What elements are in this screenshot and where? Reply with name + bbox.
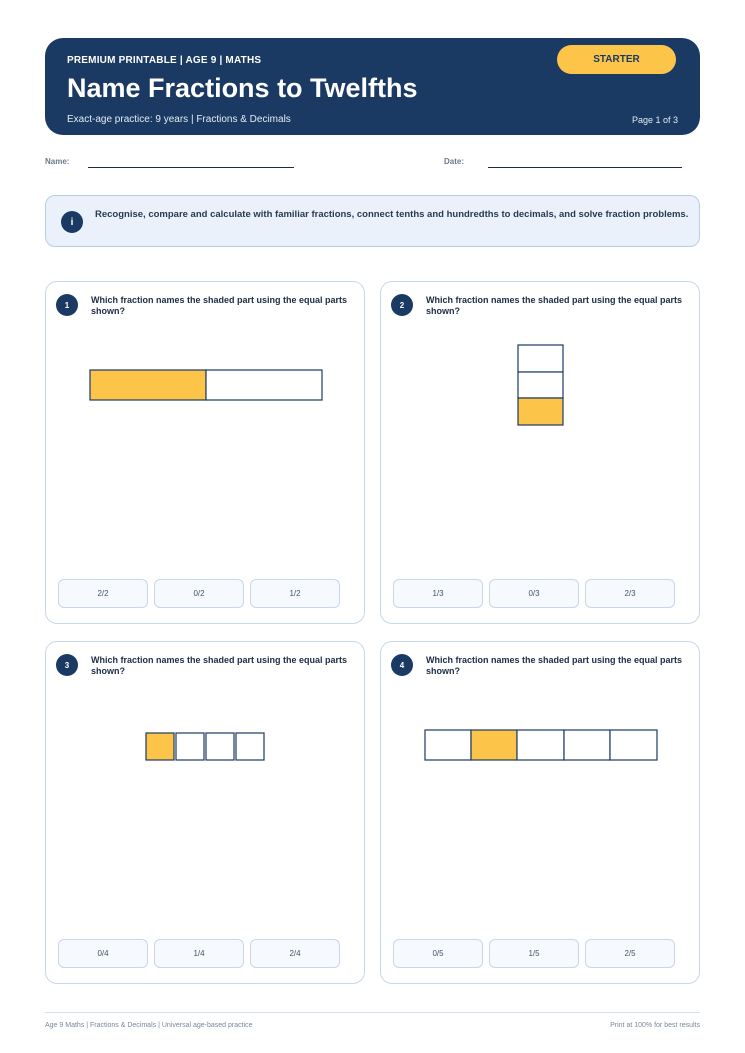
answer-option[interactable]: 2/3 [585, 579, 675, 608]
header-kicker: PREMIUM PRINTABLE | AGE 9 | MATHS [67, 55, 262, 66]
level-badge: STARTER [557, 45, 676, 74]
answer-option[interactable]: 2/2 [58, 579, 148, 608]
question-card-2 [380, 281, 700, 624]
fraction-part-2 [206, 370, 322, 400]
question-card-1 [45, 281, 365, 624]
answer-option[interactable]: 1/3 [393, 579, 483, 608]
fraction-diagram [381, 642, 699, 932]
header-subtitle: Exact-age practice: 9 years | Fractions & Decimals [67, 114, 291, 125]
footer-divider [45, 1012, 700, 1013]
answer-option[interactable]: 1/5 [489, 939, 579, 968]
date-label: Date: [444, 157, 465, 166]
fraction-part-1 [518, 345, 563, 372]
question-card-4 [380, 641, 700, 984]
fraction-part-2 [471, 730, 517, 760]
page-number: Page 1 of 3 [631, 115, 678, 125]
fraction-diagram [46, 642, 364, 932]
question-card-3 [45, 641, 365, 984]
footer-right-text: Print at 100% for best results [610, 1022, 700, 1029]
answer-option[interactable]: 0/4 [58, 939, 148, 968]
fraction-part-2 [518, 372, 563, 398]
answer-option[interactable]: 1/4 [154, 939, 244, 968]
question-text: Which fraction names the shaded part using the equal parts shown? [426, 295, 683, 316]
info-text: Recognise, compare and calculate with familiar fractions, connect tenths and hundredths to decimals, and solve fraction problems. [95, 209, 689, 220]
answer-option[interactable]: 1/2 [250, 579, 340, 608]
answer-option[interactable]: 2/5 [585, 939, 675, 968]
fraction-part-3 [517, 730, 564, 760]
fraction-part-1 [90, 370, 206, 400]
fraction-part-5 [610, 730, 657, 760]
question-text: Which fraction names the shaded part using the equal parts shown? [91, 655, 348, 676]
fraction-part-3 [206, 733, 234, 760]
question-number: 4 [391, 654, 413, 676]
question-number: 3 [56, 654, 78, 676]
fraction-diagram [46, 282, 364, 572]
footer-left-text: Age 9 Maths | Fractions & Decimals | Universal age-based practice [45, 1022, 253, 1029]
name-label: Name: [45, 157, 70, 166]
question-number: 2 [391, 294, 413, 316]
question-text: Which fraction names the shaded part using the equal parts shown? [426, 655, 683, 676]
fraction-part-4 [564, 730, 610, 760]
info-icon: i [61, 211, 83, 233]
worksheet-header [45, 38, 700, 135]
answer-option[interactable]: 0/5 [393, 939, 483, 968]
question-text: Which fraction names the shaded part using the equal parts shown? [91, 295, 348, 316]
answer-option[interactable]: 0/3 [489, 579, 579, 608]
fraction-part-1 [146, 733, 174, 760]
name-line[interactable] [88, 167, 294, 168]
fraction-part-4 [236, 733, 264, 760]
page-title: Name Fractions to Twelfths [67, 73, 418, 103]
answer-option[interactable]: 0/2 [154, 579, 244, 608]
date-line[interactable] [488, 167, 682, 168]
answer-option[interactable]: 2/4 [250, 939, 340, 968]
fraction-diagram [381, 282, 699, 572]
fraction-part-3 [518, 398, 563, 425]
fraction-part-2 [176, 733, 204, 760]
question-number: 1 [56, 294, 78, 316]
info-box [45, 195, 700, 247]
fraction-part-1 [425, 730, 471, 760]
